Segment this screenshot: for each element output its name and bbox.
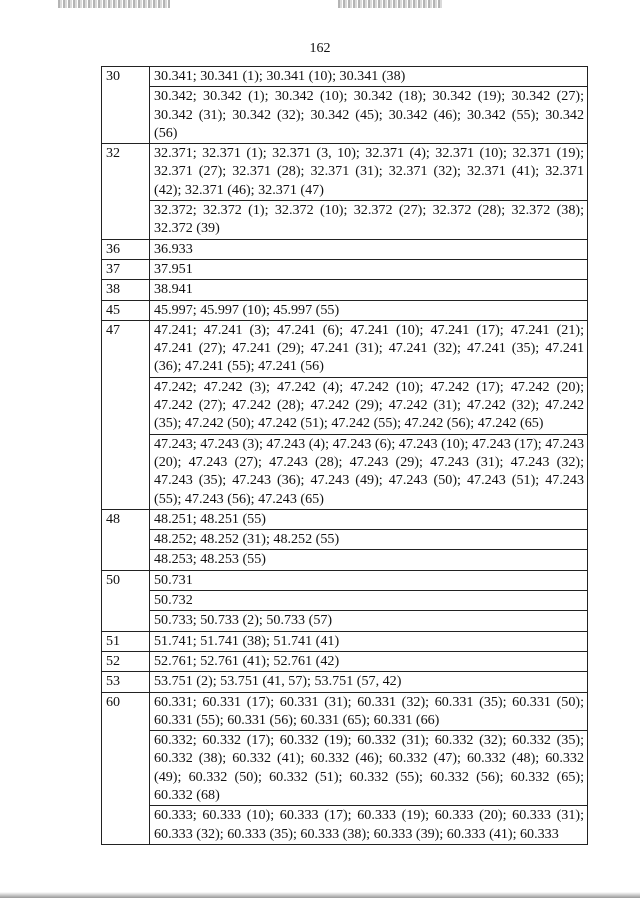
- entry-cell: 38.941: [150, 280, 588, 300]
- table-row: [102, 672, 588, 692]
- table-row: [102, 259, 588, 279]
- group-code-cell: 53: [102, 672, 150, 692]
- table-row: [102, 651, 588, 671]
- table-row: [102, 631, 588, 651]
- table-row: [102, 570, 588, 590]
- scan-bottom-edge: [0, 892, 640, 898]
- table-row: [102, 611, 588, 631]
- table-body: [102, 67, 588, 845]
- group-code-cell: 37: [102, 259, 150, 279]
- table-row: [102, 530, 588, 550]
- entry-cell: 50.732: [150, 591, 588, 611]
- classification-index-table: [101, 66, 588, 845]
- group-code-cell: 47: [102, 320, 150, 509]
- entry-cell: 47.241; 47.241 (3); 47.241 (6); 47.241 (10); 47.241 (17); 47.241 (21); 47.241 (27); 47.241 (29); 47.241 (31); 47.241 (32); 47.241 (35); 47.241 (36); 47.241 (55); 47.241 (56): [150, 320, 588, 377]
- entry-cell: 50.733; 50.733 (2); 50.733 (57): [150, 611, 588, 631]
- group-code-cell: 52: [102, 651, 150, 671]
- entry-cell: 50.731: [150, 570, 588, 590]
- table-row: [102, 239, 588, 259]
- table-row: [102, 320, 588, 377]
- entry-cell: 47.242; 47.242 (3); 47.242 (4); 47.242 (10); 47.242 (17); 47.242 (20); 47.242 (27); 47.242 (28); 47.242 (29); 47.242 (31); 47.242 (32); 47.242 (35); 47.242 (50); 47.242 (51); 47.242 (55); 47.242 (56); 47.242 (65): [150, 377, 588, 434]
- table-row: [102, 144, 588, 201]
- group-code-cell: 36: [102, 239, 150, 259]
- page-number: 162: [309, 41, 331, 56]
- group-code-cell: 50: [102, 570, 150, 631]
- entry-cell: 52.761; 52.761 (41); 52.761 (42): [150, 651, 588, 671]
- group-code-cell: 38: [102, 280, 150, 300]
- table-row: [102, 434, 588, 509]
- entry-cell: 30.341; 30.341 (1); 30.341 (10); 30.341 (38): [150, 67, 588, 87]
- entry-cell: 60.332; 60.332 (17); 60.332 (19); 60.332 (31); 60.332 (32); 60.332 (35); 60.332 (38); 60.332 (41); 60.332 (46); 60.332 (47); 60.332 (48); 60.332 (49); 60.332 (50); 60.332 (51); 60.332 (55); 60.332 (56); 60.332 (65); 60.332 (68): [150, 731, 588, 806]
- entry-cell: 53.751 (2); 53.751 (41, 57); 53.751 (57, 42): [150, 672, 588, 692]
- table-row: [102, 731, 588, 806]
- scan-artifact-left: [58, 0, 170, 8]
- table-row: [102, 377, 588, 434]
- table-row: [102, 509, 588, 529]
- table-row: [102, 692, 588, 731]
- table-row: [102, 300, 588, 320]
- entry-cell: 47.243; 47.243 (3); 47.243 (4); 47.243 (6); 47.243 (10); 47.243 (17); 47.243 (20); 47.243 (27); 47.243 (28); 47.243 (29); 47.243 (31); 47.243 (32); 47.243 (35); 47.243 (36); 47.243 (49); 47.243 (50); 47.243 (51); 47.243 (55); 47.243 (56); 47.243 (65): [150, 434, 588, 509]
- scan-artifact-center: [338, 0, 442, 8]
- group-code-cell: 32: [102, 144, 150, 239]
- entry-cell: 51.741; 51.741 (38); 51.741 (41): [150, 631, 588, 651]
- entry-cell: 36.933: [150, 239, 588, 259]
- entry-cell: 37.951: [150, 259, 588, 279]
- group-code-cell: 48: [102, 509, 150, 570]
- group-code-cell: 45: [102, 300, 150, 320]
- table-row: [102, 87, 588, 144]
- group-code-cell: 60: [102, 692, 150, 844]
- entry-cell: 48.252; 48.252 (31); 48.252 (55): [150, 530, 588, 550]
- table-row: [102, 201, 588, 240]
- group-code-cell: 30: [102, 67, 150, 144]
- table-row: [102, 280, 588, 300]
- table-row: [102, 591, 588, 611]
- entry-cell: 45.997; 45.997 (10); 45.997 (55): [150, 300, 588, 320]
- table-row: [102, 806, 588, 845]
- table-row: [102, 67, 588, 87]
- group-code-cell: 51: [102, 631, 150, 651]
- table-row: [102, 550, 588, 570]
- entry-cell: 60.333; 60.333 (10); 60.333 (17); 60.333 (19); 60.333 (20); 60.333 (31); 60.333 (32); 60.333 (35); 60.333 (38); 60.333 (39); 60.333 (41); 60.333: [150, 806, 588, 845]
- entry-cell: 60.331; 60.331 (17); 60.331 (31); 60.331 (32); 60.331 (35); 60.331 (50); 60.331 (55); 60.331 (56); 60.331 (65); 60.331 (66): [150, 692, 588, 731]
- entry-cell: 32.372; 32.372 (1); 32.372 (10); 32.372 (27); 32.372 (28); 32.372 (38); 32.372 (39): [150, 201, 588, 240]
- entry-cell: 48.253; 48.253 (55): [150, 550, 588, 570]
- entry-cell: 32.371; 32.371 (1); 32.371 (3, 10); 32.371 (4); 32.371 (10); 32.371 (19); 32.371 (27); 32.371 (28); 32.371 (31); 32.371 (32); 32.371 (41); 32.371 (42); 32.371 (46); 32.371 (47): [150, 144, 588, 201]
- entry-cell: 30.342; 30.342 (1); 30.342 (10); 30.342 (18); 30.342 (19); 30.342 (27); 30.342 (31); 30.342 (32); 30.342 (45); 30.342 (46); 30.342 (55); 30.342 (56): [150, 87, 588, 144]
- entry-cell: 48.251; 48.251 (55): [150, 509, 588, 529]
